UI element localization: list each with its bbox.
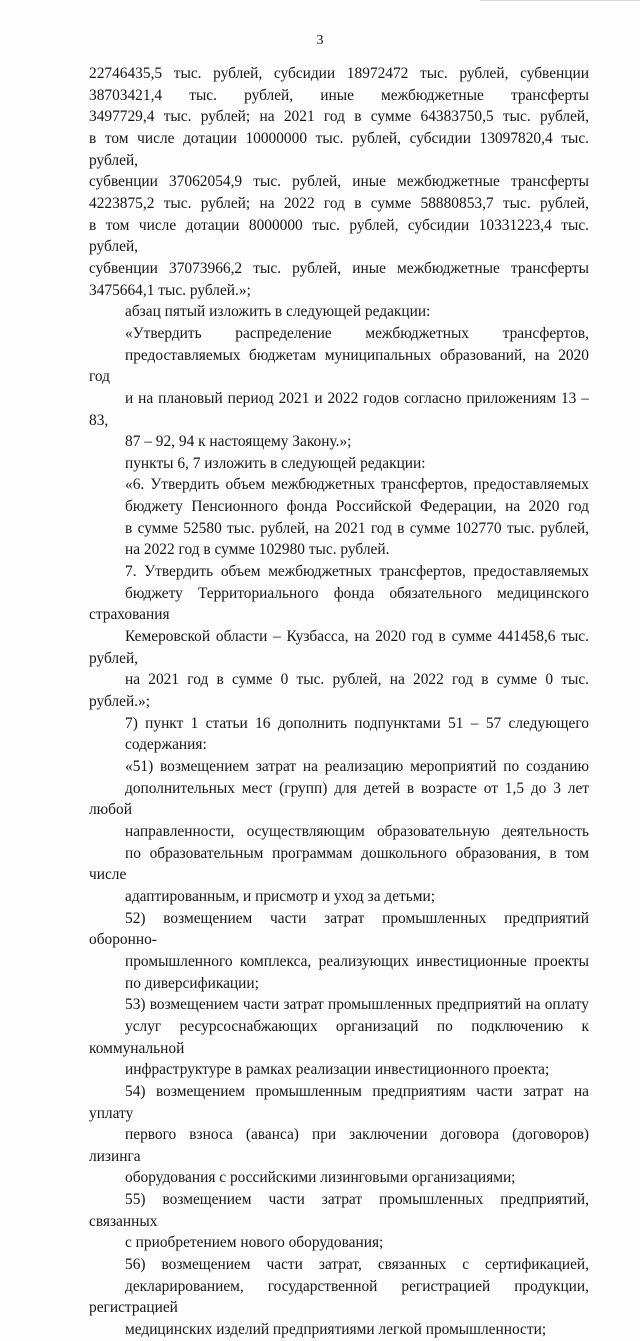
paragraph [89,994,589,1081]
text-line: 3475664,1 тыс. рублей.»; [89,281,251,299]
text-line: дополнительных мест (групп) для детей в возрасте от 1,5 до 3 лет любой [89,779,589,819]
text-line: содержания: [125,736,207,754]
text-line: по диверсификации; [125,974,259,992]
text-line: 4223875,2 тыс. рублей; на 2022 год в сумме 58880853,7 тыс. рублей, [89,194,589,212]
paragraph [89,1081,589,1189]
text-line: на 2021 год в сумме 0 тыс. рублей, на 2022 год в сумме 0 тыс. рублей.»; [89,671,589,711]
paragraph [89,756,589,908]
text-line: «6. Утвердить объем межбюджетных трансфертов, предоставляемых [125,476,589,494]
text-line: адаптированным, и присмотр и уход за детьми; [125,887,436,905]
scan-edge-mark [480,0,640,9]
document-body [89,63,589,1341]
text-line: субвенции 37062054,9 тыс. рублей, иные межбюджетные трансферты [89,173,589,191]
text-line: 7. Утвердить объем межбюджетных трансфертов, предоставляемых [125,563,589,581]
text-line: «51) возмещением затрат на реализацию мероприятий по созданию [125,758,589,775]
text-line: на 2022 год в сумме 102980 тыс. рублей. [125,541,390,559]
text-line: медицинских изделий предприятиями легкой промышленности; [125,1321,547,1339]
text-line: бюджету Пенсионного фонда Российской Федерации, на 2020 год [125,498,589,516]
text-line: в сумме 52580 тыс. рублей, на 2021 год в сумме 102770 тыс. рублей, [125,519,589,537]
text-line: 38703421,4 тыс. рублей, иные межбюджетные трансферты [89,86,589,104]
text-line: промышленного комплекса, реализующих инвестиционные проекты [125,952,589,970]
text-line: по образовательным программам дошкольного образования, в том числе [89,844,589,884]
text-line: в том числе дотации 10000000 тыс. рублей, субсидии 13097820,4 тыс. рублей, [89,129,589,169]
paragraph [89,63,589,301]
text-line: услуг ресурсоснабжающих организаций по подключению к коммунальной [89,1017,589,1057]
paragraph [89,713,589,756]
text-line: 22746435,5 тыс. рублей, субсидии 18972472 тыс. рублей, субвенции [89,65,589,82]
text-line: 56) возмещением части затрат, связанных с сертификацией, [125,1256,589,1274]
text-line: предоставляемых бюджетам муниципальных образований, на 2020 год [89,346,589,386]
text-line: бюджету Территориального фонда обязательного медицинского страхования [89,584,589,624]
text-line: в том числе дотации 8000000 тыс. рублей, субсидии 10331223,4 тыс. рублей, [89,216,589,256]
text-line: 54) возмещением промышленным предприятиям части затрат на уплату [89,1082,589,1122]
text-line: «Утвердить распределение межбюджетных трансфертов, [125,324,589,342]
text-line: 7) пункт 1 статьи 16 дополнить подпунктами 51 – 57 следующего [125,714,589,732]
paragraph [89,301,589,323]
text-line: первого взноса (аванса) при заключении договора (договоров) лизинга [89,1126,589,1165]
text-line: оборудования с российскими лизинговыми организациями; [125,1169,516,1187]
text-line: абзац пятый изложить в следующей редакции: [125,303,431,321]
text-line: Кемеровской области – Кузбасса, на 2020 год в сумме 441458,6 тыс. рублей, [89,628,589,667]
text-line: и на плановый период 2021 и 2022 годов согласно приложениям 13 – 83, [89,389,589,429]
paragraph [89,1254,589,1341]
text-line: 87 – 92, 94 к настоящему Закону.»; [125,433,352,451]
paragraph [89,561,589,713]
text-line: 53) возмещением части затрат промышленных предприятий на оплату [125,996,589,1014]
text-line: инфраструктуре в рамках реализации инвестиционного проекта; [125,1061,550,1079]
page-number: 3 [316,33,324,48]
text-line: пункты 6, 7 изложить в следующей редакции: [125,454,426,472]
text-line: субвенции 37073966,2 тыс. рублей, иные межбюджетные трансферты [89,259,589,277]
text-line: направленности, осуществляющим образовательную деятельность [125,822,589,840]
text-line: 52) возмещением части затрат промышленных предприятий оборонно- [89,909,589,949]
text-line: с приобретением нового оборудования; [125,1234,384,1252]
paragraph [89,908,589,995]
text-line: 55) возмещением части затрат промышленных предприятий, связанных [89,1191,589,1230]
paragraph [89,474,589,561]
paragraph [89,1189,589,1254]
paragraph [89,453,589,475]
text-line: декларированием, государственной регистрацией продукции, регистрацией [89,1277,589,1317]
paragraph [89,323,589,453]
text-line: 3497729,4 тыс. рублей; на 2021 год в сумме 64383750,5 тыс. рублей, [89,108,589,126]
